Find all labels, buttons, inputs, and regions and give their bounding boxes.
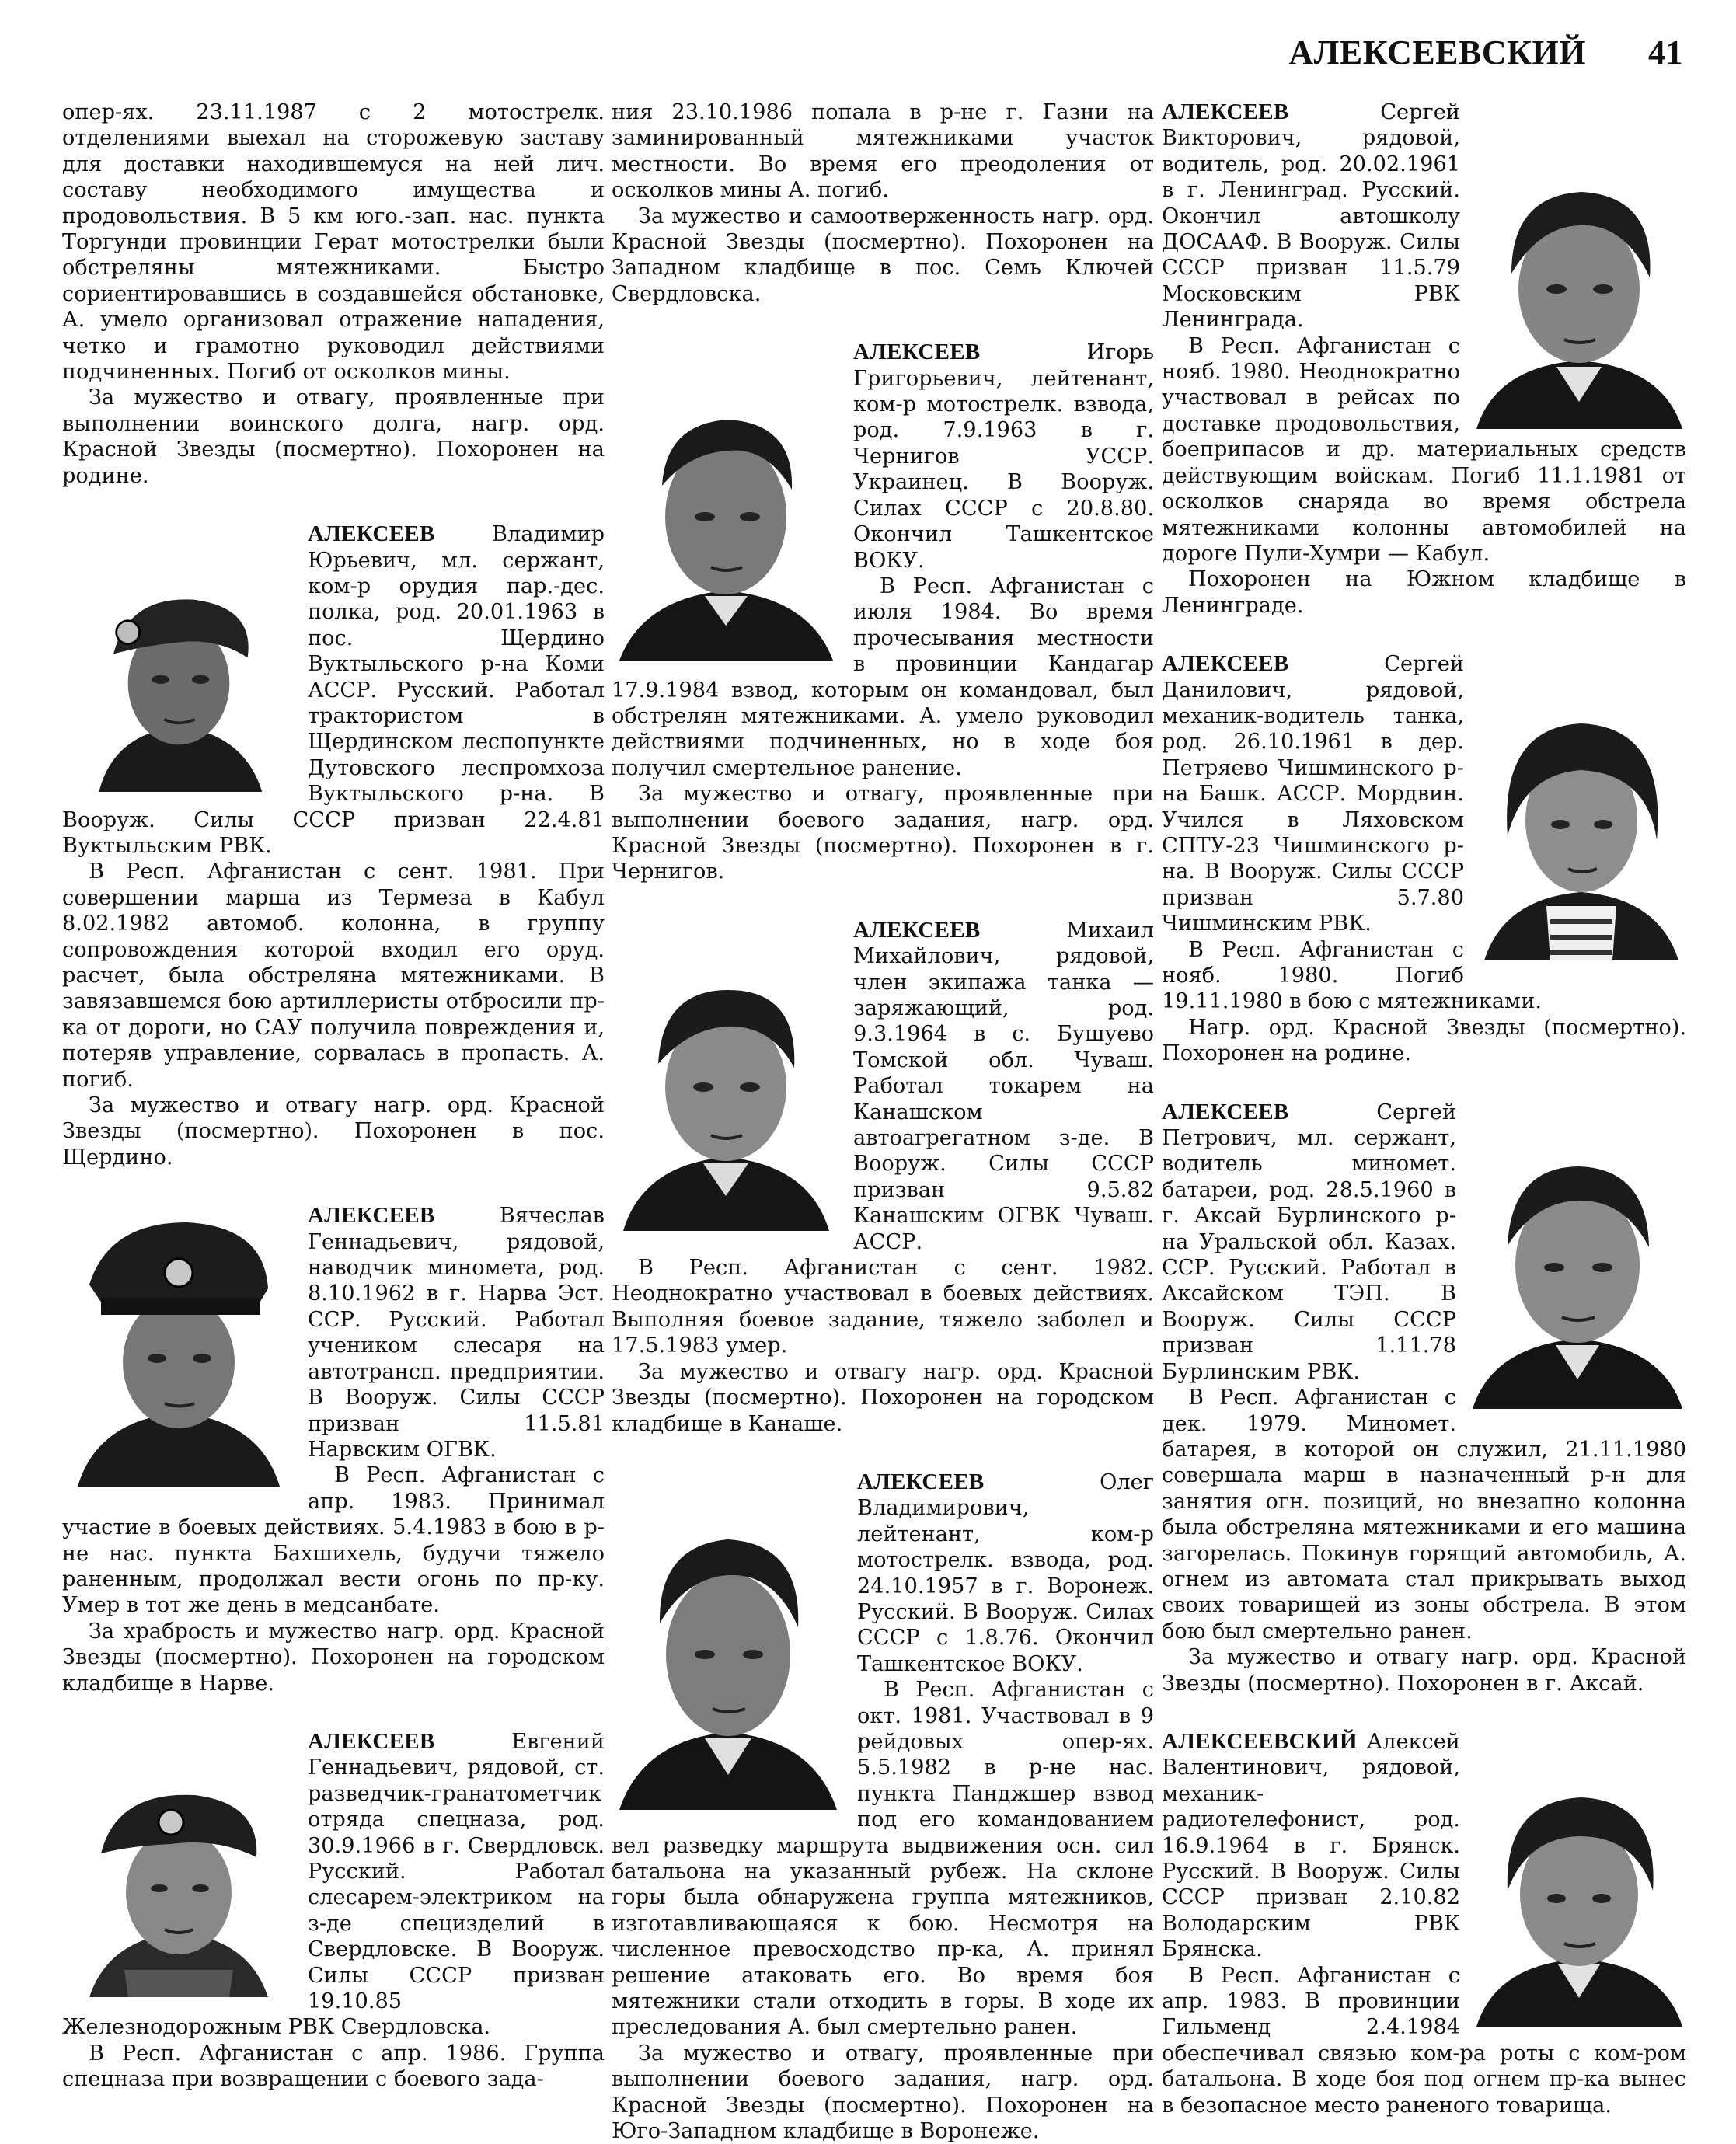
portrait-photo-image: [612, 392, 841, 661]
entry-name: АЛЕКСЕЕВ: [308, 1728, 435, 1754]
entry-alekseev-sergey-p: [1162, 1100, 1686, 1696]
entry-text: Михаил Михайлович, рядовой, член экипажа танка — заряжающий, род. 9.3.1964 в с. Бушуево Томской обл. Чуваш. Работал токарем на Канашском автоагрегатном з-де. В Вооруж. Силы СССР призван 9.5.82 Канашским ОГВК Чуваш. АССР.: [853, 918, 1154, 1254]
entry-text: Вячеслав Геннадьевич, рядовой, наводчик миномета, род. 8.10.1962 в г. Нарва Эст. ССР. Русский. Работал учеником слесаря на автотрансп. предприятии. В Вооруж. Силы СССР призван 11.5.81 Нарвским ОГВК.: [308, 1204, 605, 1462]
portrait-photo-image: [1469, 1152, 1686, 1409]
entry-alekseev-vladimir: [62, 521, 605, 1170]
portrait-photo-image: [1473, 1782, 1686, 2027]
portrait-photo-image: [62, 574, 295, 792]
portrait-photo: [62, 1211, 295, 1487]
portrait-photo-image: [612, 1522, 845, 1810]
entry-text: опер-ях. 23.11.1987 с 2 мотострелк. отделениями выехал на сторожевую заставу для доставки находившемуся на ней лич. составу необходимого имущества и продовольствия. В 5 км юго.-зап. нас. пункта Торгунди провинции Герат мотострелки были обстреляны мятежниками. Быстро сориентировавшись в создавшейся обстановке, А. умело организовал отражение нападения, четко и грамотно руководил действиями подчиненных. Погиб от осколков мины.: [62, 100, 605, 385]
afghanistan-text: В Респ. Афганистан с нояб. 1980. Неоднократно участвовал в рейсах по доставке продовольствия, боеприпасов и др. материальных средств действующим войскам. Погиб 11.1.1981 от осколков снаряда во время обстрела мятежниками колонны автомобилей на дороге Пули-Хумри — Кабул.: [1162, 333, 1686, 566]
entry-alekseev-igor: [612, 340, 1154, 885]
column-3: [1162, 99, 1686, 2118]
award-text: Нагр. орд. Красной Звезды (посмертно). Похоронен на родине.: [1162, 1015, 1686, 1066]
entry-alekseev-sergey-d: [1162, 651, 1686, 1067]
entry-alekseev-vyacheslav: [62, 1203, 605, 1696]
entry-name: АЛЕКСЕЕВ: [1162, 99, 1289, 124]
portrait-photo: [1469, 1152, 1686, 1409]
entry-alekseev-sergey-v: [1162, 99, 1686, 619]
award-text: Похоронен на Южном кладбище в Ленинграде.: [1162, 567, 1686, 618]
entry-text: Владимир Юрьевич, мл. сержант, ком-р орудия пар.-дес. полка, род. 20.01.1963 в пос. Щердино Вуктыльского р-на Коми АССР. Русский. Работал трактористом в Щердинском леспопункте Дутовского леспромхоза Вуктыльского р-на. В Вооруж. Силы СССР призван 22.4.81 Вуктыльским РВК.: [62, 522, 605, 858]
award-text: За храбрость и мужество нагр. орд. Красной Звезды (посмертно). Похоронен на городском кладбище в Нарве.: [62, 1619, 605, 1696]
portrait-photo: [612, 392, 841, 661]
portrait-photo: [62, 574, 295, 792]
entry-name: АЛЕКСЕЕВ: [1162, 651, 1289, 677]
afghanistan-text: В Респ. Афганистан с апр. 1986. Группа спецназа при возвращении с боевого зада-: [62, 2041, 605, 2092]
entry-text: Сергей Петрович, мл. сержант, водитель миномет. батареи, род. 28.5.1960 в г. Аксай Бурлинского р-на Уральской обл. Казах. ССР. Русский. Работал в Аксайском ТЭП. В Вооруж. Силы СССР призван 1.11.78 Бурлинским РВК.: [1162, 1100, 1456, 1384]
portrait-photo-image: [62, 1783, 295, 1997]
award-text: За мужество и отвагу нагр. орд. Красной Звезды (посмертно). Похоронен в пос. Щердино.: [62, 1093, 605, 1170]
entry-text: Олег Владимирович, лейтенант, ком-р мотострелк. взвода, род. 24.10.1957 в г. Воронеж. Русский. В Вооруж. Силах СССР с 1.8.76. Окончил Ташкентское ВОКУ.: [857, 1469, 1154, 1676]
entry-name: АЛЕКСЕЕВ: [853, 917, 981, 943]
entry-name: АЛЕКСЕЕВ: [308, 521, 435, 547]
portrait-photo: [612, 1522, 845, 1810]
afghanistan-text: В Респ. Афганистан с дек. 1979. Миномет. батарея, в которой он служил, 21.11.1980 совершала марш в назначенный р-н для занятия огн. позиций, но внезапно колонна была обстреляна мятежниками и его машина загорелась. Покинув горящий автомобиль, А. огнем из автомата стал прикрывать выход своих товарищей из зоны обстрела. В этом бою был смертельно ранен.: [1162, 1386, 1686, 1644]
entry-alekseev-oleg: [612, 1469, 1154, 2144]
portrait-photo: [62, 1783, 295, 1997]
entry-name: АЛЕКСЕЕВ: [1162, 1099, 1289, 1124]
portrait-photo: [612, 971, 841, 1231]
afghanistan-text: В Респ. Афганистан с сент. 1981. При совершении марша из Термеза в Кабул 8.02.1982 автомоб. колонна, в группу сопровождения которой входил его оруд. расчет, была обстреляна мятежниками. В завязавшемся бою артиллеристы отбросили пр-ка от дороги, но САУ получила повреждения и, потеряв управление, сорвалась в пропасть. А. погиб.: [62, 859, 605, 1092]
running-head: [1288, 33, 1683, 72]
afghanistan-text: В Респ. Афганистан с окт. 1981. Участвовал в 9 рейдовых опер-ях. 5.5.1982 в р-не нас. пункта Панджшер взвод под его командованием вел разведку маршрута выдвижения осн. сил батальона на указанный рубеж. На склоне горы была обнаружена группа мятежников, изготавливающаяся к бою. Несмотря на численное превосходство пр-ка, А. принял решение атаковать его. Во время боя мятежники стали отходить в горы. В ходе их преследования А. был смертельно ранен.: [612, 1678, 1154, 2040]
entry-alekseev-mikhail: [612, 918, 1154, 1437]
portrait-photo-image: [612, 971, 841, 1231]
afghanistan-text: В Респ. Афганистан с апр. 1983. В провинции Гильменд 2.4.1984 обеспечивал связью ком-ра роты с ком-ром батальона. В ходе боя под огнем пр-ка вынес в безопасное место раненого товарища.: [1162, 1963, 1686, 2118]
entry-text: Алексей Валентинович, рядовой, механик-радиотелефонист, род. 16.9.1964 в г. Брянск. Русский. В Вооруж. Силы СССР призван 2.10.82 Володарским РВК Брянска.: [1162, 1729, 1460, 1962]
running-title: АЛЕКСЕЕВСКИЙ: [1288, 33, 1586, 71]
portrait-photo: [1476, 704, 1686, 960]
portrait-photo-image: [1476, 704, 1686, 960]
entry-name: АЛЕКСЕЕВ: [857, 1469, 985, 1494]
award-text: За мужество и отвагу, проявленные при выполнении воинского долга, нагр. орд. Красной Звезды (посмертно). Похоронен на родине.: [62, 385, 605, 488]
afghanistan-text: В Респ. Афганистан с апр. 1983. Принимал участие в боевых действиях. 5.4.1983 в бою в р-не нас. пункта Бахшихель, будучи тяжело раненным, продолжал вести огонь по пр-ку. Умер в тот же день в медсанбате.: [62, 1463, 605, 1618]
entry-text: ния 23.10.1986 попала в р-не г. Газни на заминированный мятежниками участок местности. Во время его преодоления от осколков мины А. погиб.: [612, 100, 1154, 203]
page-number: 41: [1648, 33, 1683, 71]
afghanistan-text: В Респ. Афганистан с сент. 1982. Неоднократно участвовал в боевых действиях. Выполняя боевое задание, тяжело заболел и 17.5.1983 умер.: [612, 1256, 1154, 1358]
entry-name: АЛЕКСЕЕВ: [308, 1203, 435, 1229]
award-text: За мужество и отвагу, проявленные при выполнении боевого задания, нагр. орд. Красной Звезды (посмертно). Похоронен на Юго-Западном кладбище в Воронеже.: [612, 2041, 1154, 2144]
entry-name: АЛЕКСЕЕВ: [853, 340, 981, 365]
portrait-photo: [1473, 1782, 1686, 2027]
entry-text: Евгений Геннадьевич, рядовой, ст. разведчик-гранатометчик отряда спецназа, род. 30.9.1966 в г. Свердловск. Русский. Работал слесарем-электриком на з-де специзделий в Свердловске. В Вооруж. Силы СССР призван 19.10.85 Железнодорожным РВК Свердловска.: [62, 1729, 605, 2040]
entry-text: Сергей Викторович, рядовой, водитель, род. 20.02.1961 в г. Ленинград. Русский. Окончил автошколу ДОСААФ. В Вооруж. Силы СССР призван 11.5.79 Московским РВК Ленинграда.: [1162, 100, 1460, 333]
entry-continued: [62, 99, 605, 489]
entry-continued: [612, 99, 1154, 307]
award-text: За мужество и отвагу нагр. орд. Красной Звезды (посмертно). Похоронен в г. Аксай.: [1162, 1645, 1686, 1696]
entry-name: АЛЕКСЕЕВСКИЙ: [1162, 1728, 1358, 1754]
entry-alekseevskiy-aleksey: [1162, 1729, 1686, 2118]
award-text: За мужество и отвагу нагр. орд. Красной Звезды (посмертно). Похоронен на городском кладбище в Канаше.: [612, 1359, 1154, 1436]
portrait-photo: [1473, 180, 1686, 429]
entry-alekseev-evgeniy: [62, 1729, 605, 2093]
portrait-photo-image: [62, 1211, 295, 1487]
entry-text: Игорь Григорьевич, лейтенант, ком-р мотострелк. взвода, род. 7.9.1963 в г. Чернигов УССР. Украинец. В Вооруж. Силах СССР с 20.8.80. Окончил Ташкентское ВОКУ.: [853, 340, 1154, 573]
entry-text: Сергей Данилович, рядовой, механик-водитель танка, род. 26.10.1961 в дер. Петряево Чишминского р-на Башк. АССР. Мордвин. Учился в Ляховском СПТУ-23 Чишминского р-на. В Вооруж. Силы СССР призван 5.7.80 Чишминским РВК.: [1162, 652, 1464, 936]
column-1: [62, 99, 605, 2093]
award-text: За мужество и отвагу, проявленные при выполнении боевого задания, нагр. орд. Красной Звезды (посмертно). Похоронен в г. Чернигов.: [612, 782, 1154, 884]
column-2: [612, 99, 1154, 2144]
portrait-photo-image: [1473, 180, 1686, 429]
afghanistan-text: В Респ. Афганистан с нояб. 1980. Погиб 19.11.1980 в бою с мятежниками.: [1162, 937, 1542, 1014]
award-text: За мужество и самоотверженность нагр. орд. Красной Звезды (посмертно). Похоронен на Западном кладбище в пос. Семь Ключей Свердловска.: [612, 204, 1154, 306]
afghanistan-text: В Респ. Афганистан с июля 1984. Во время прочесывания местности в провинции Кандагар 17.9.1984 взвод, которым он командовал, был обстрелян мятежниками. А. умело руководил действиями подчиненных, но в ходе боя получил смертельное ранение.: [612, 573, 1154, 780]
